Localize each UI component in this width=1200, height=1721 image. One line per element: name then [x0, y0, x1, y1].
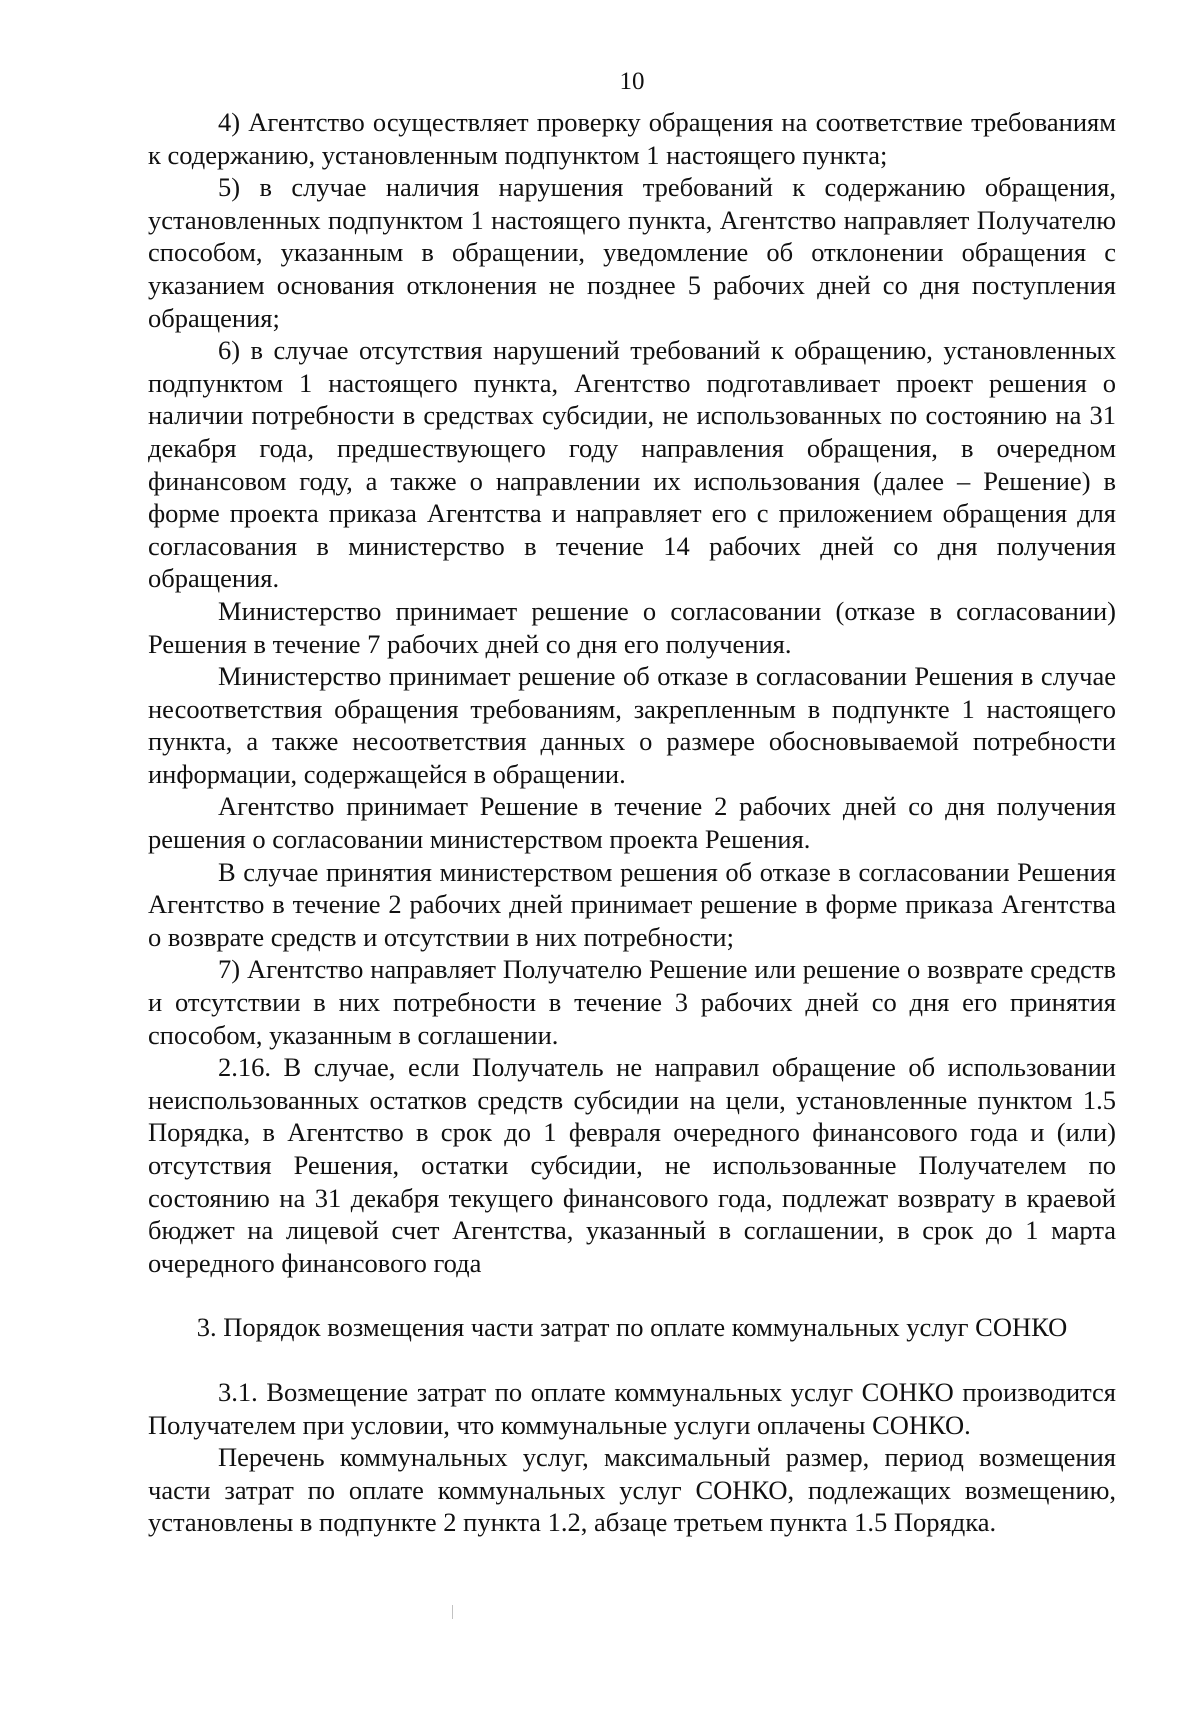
section-heading: 3. Порядок возмещения части затрат по оплате коммунальных услуг СОНКО [196, 1312, 1068, 1343]
paragraph-subitem-5: 5) в случае наличия нарушения требований к содержанию обращения, установленных подпунктом 1 настоящего пункта, Агентство направляет Получателю способом, указанным в обращении, уведомление об отклонении обращения с указанием основания отклонения не позднее 5 рабочих дней со дня поступления обращения; [148, 172, 1116, 333]
scan-artifact [452, 1605, 453, 1619]
paragraph-subitem-6: 6) в случае отсутствия нарушений требований к обращению, установленных подпунктом 1 настоящего пункта, Агентство подготавливает проект решения о наличии потребности в средствах субсидии, не использованных по состоянию на 31 декабря года, предшествующего году направления обращения, в очередном финансовом году, а также о направлении их использования (далее – Решение) в форме проекта приказа Агентства и направляет его с приложением обращения для согласования в министерство в течение 14 рабочих дней со дня получения обращения. [148, 335, 1116, 594]
paragraph-services-list: Перечень коммунальных услуг, максимальный размер, период возмещения части затрат по оплате коммунальных услуг СОНКО, подлежащих возмещению, установлены в подпункте 2 пункта 1.2, абзаце третьем пункта 1.5 Порядка. [148, 1442, 1116, 1538]
paragraph-subitem-7: 7) Агентство направляет Получателю Решение или решение о возврате средств и отсутствии в них потребности в течение 3 рабочих дней со дня его принятия способом, указанным в соглашении. [148, 954, 1116, 1050]
paragraph-item-3-1: 3.1. Возмещение затрат по оплате коммунальных услуг СОНКО производится Получателем при условии, что коммунальные услуги оплачены СОНКО. [148, 1376, 1116, 1440]
page-number: 10 [619, 68, 645, 95]
paragraph-ministry-refusal: Министерство принимает решение об отказе в согласовании Решения в случае несоответствия обращения требованиям, закрепленным в подпункте 1 настоящего пункта, а также несоответствия данных о размере обосновываемой потребности информации, содержащейся в обращении. [148, 661, 1116, 789]
paragraph-agency-decision: Агентство принимает Решение в течение 2 рабочих дней со дня получения решения о согласовании министерством проекта Решения. [148, 791, 1116, 855]
paragraph-subitem-4: 4) Агентство осуществляет проверку обращения на соответствие требованиям к содержанию, установленным подпунктом 1 настоящего пункта; [148, 107, 1116, 170]
paragraph-item-2-16: 2.16. В случае, если Получатель не направил обращение об использовании неиспользованных остатков средств субсидии на цели, установленные пунктом 1.5 Порядка, в Агентство в срок до 1 февраля очередного финансового года и (или) отсутствия Решения, остатки субсидии, не использованные Получателем по состоянию на 31 декабря текущего финансового года, подлежат возврату в краевой бюджет на лицевой счет Агентства, указанный в соглашении, в срок до 1 марта очередного финансового года [148, 1052, 1116, 1278]
document-body [148, 106, 1116, 1539]
paragraph-ministry-approval: Министерство принимает решение о согласовании (отказе в согласовании) Решения в течение 7 рабочих дней со дня его получения. [148, 595, 1116, 659]
paragraph-refusal-case: В случае принятия министерством решения об отказе в согласовании Решения Агентство в течение 2 рабочих дней принимает решение в форме приказа Агентства о возврате средств и отсутствии в них потребности; [148, 856, 1116, 952]
